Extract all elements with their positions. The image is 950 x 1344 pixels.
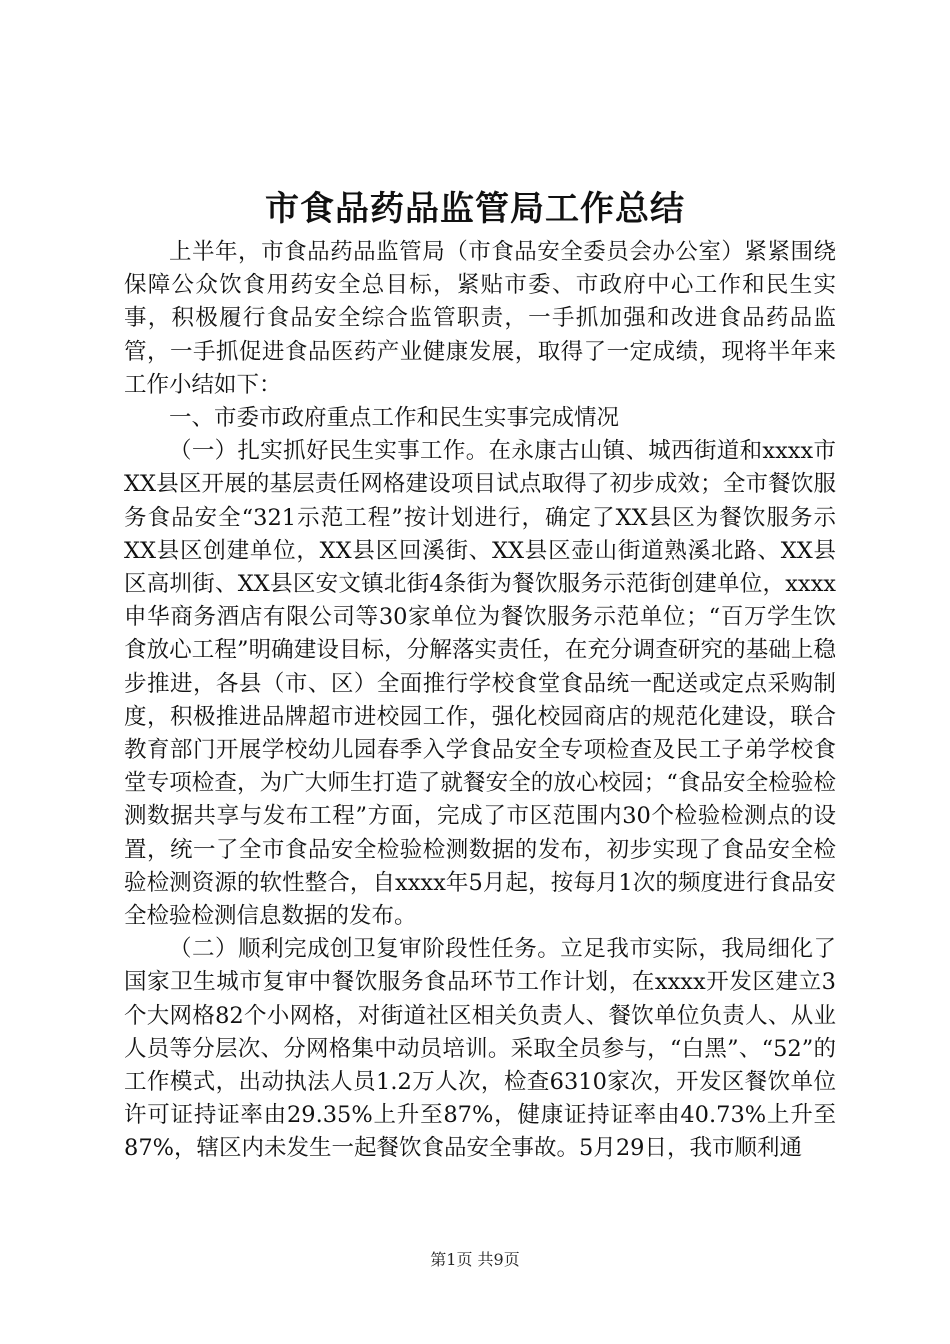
page-footer: 第1页 共9页 bbox=[430, 1250, 520, 1269]
section-heading: 一、市委市政府重点工作和民生实事完成情况 bbox=[169, 405, 620, 432]
document-title: 市食品药品监管局工作总结 bbox=[265, 189, 685, 229]
document-body bbox=[124, 236, 836, 1166]
paragraph-intro: 上半年，市食品药品监管局（市食品安全委员会办公室）紧紧围绕保障公众饮食用药安全总目标，紧贴市委、市政府中心工作和民生实事，积极履行食品安全综合监管职责，一手抓加强和改进食品药品监管，一手抓促进食品医药产业健康发展，取得了一定成绩，现将半年来工作小结如下： bbox=[124, 239, 836, 398]
paragraph-item-2: （二）顺利完成创卫复审阶段性任务。立足我市实际，我局细化了国家卫生城市复审中餐饮服务食品环节工作计划，在xxxx开发区建立3个大网格82个小网格，对街道社区相关负责人、餐饮单位负责人、从业人员等分层次、分网格集中动员培训。采取全员参与，“白黑”、“52”的工作模式，出动执法人员1.2万人次，检查6310家次，开发区餐饮单位许可证持证率由29.35%上升至87%，健康证持证率由40.73%上升至87%，辖区内未发生一起餐饮食品安全事故。5月29日，我市顺利通 bbox=[124, 936, 836, 1162]
paragraph-item-1: （一）扎实抓好民生实事工作。在永康古山镇、城西街道和xxxx市XX县区开展的基层责任网格建设项目试点取得了初步成效；全市餐饮服务食品安全“321示范工程”按计划进行，确定了XX县区为餐饮服务示XX县区创建单位，XX县区回溪街、XX县区壶山街道熟溪北路、XX县区高圳街、XX县区安文镇北街4条街为餐饮服务示范街创建单位，xxxx申华商务酒店有限公司等30家单位为餐饮服务示范单位；“百万学生饮食放心工程”明确建设目标，分解落实责任，在充分调查研究的基础上稳步推进，各县（市、区）全面推行学校食堂食品统一配送或定点采购制度，积极推进品牌超市进校园工作，强化校园商店的规范化建设，联合教育部门开展学校幼儿园春季入学食品安全专项检查及民工子弟学校食堂专项检查，为广大师生打造了就餐安全的放心校园；“食品安全检验检测数据共享与发布工程”方面，完成了市区范围内30个检验检测点的设置，统一了全市食品安全检验检测数据的发布，初步实现了食品安全检验检测资源的软性整合，自xxxx年5月起，按每月1次的频度进行食品安全检验检测信息数据的发布。 bbox=[124, 438, 836, 930]
